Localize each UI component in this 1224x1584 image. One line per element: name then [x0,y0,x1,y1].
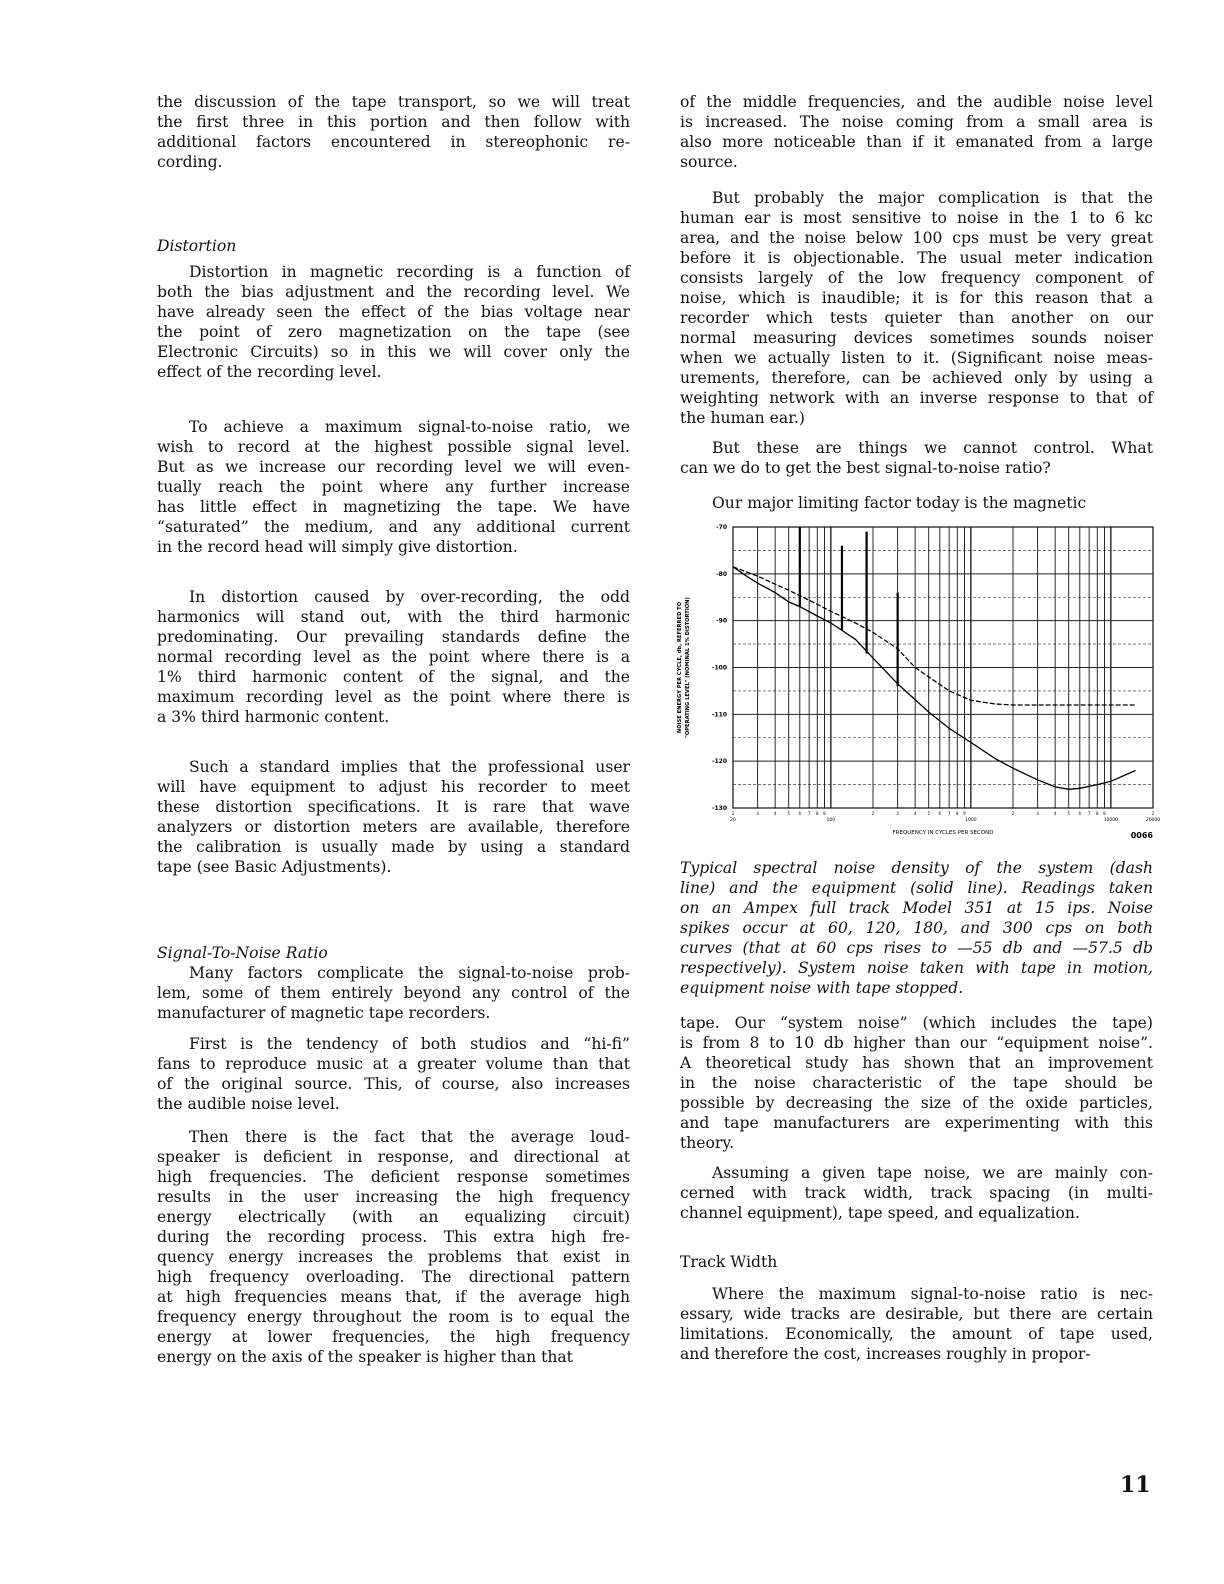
text-line: these distortion specifications. It is rare that wave [157,798,630,816]
text-line: has little effect in magnetizing the tape. We have [157,498,630,516]
minor-tick-label: 4 [1053,811,1057,816]
text-line: is from 8 to 10 db higher than our “equipment noise”. [680,1034,1153,1052]
text-line: quency energy increases the problems that exist in [157,1248,630,1266]
text-line: But probably the major complication is that the [712,189,1153,207]
text-line: In distortion caused by over-recording, the odd [189,588,630,606]
text-line: spikes occur at 60, 120, 180, and 300 cps on both [680,919,1153,937]
text-line: Many factors complicate the signal-to-noise prob- [189,964,630,982]
y-tick-label: -120 [711,758,727,766]
minor-tick-label: 6 [798,811,802,816]
x-tick-label: 20000 [1145,818,1161,823]
text-line: equipment noise with tape stopped. [680,979,964,997]
heading-signal-to-noise: Signal-To-Noise Ratio [157,944,328,962]
minor-tick-label: 4 [913,811,917,816]
text-line: of the original source. This, of course, also increases [157,1075,630,1093]
heading-track-width: Track Width [680,1253,778,1271]
text-line: predominating. Our prevailing standards define the [157,628,630,646]
y-tick-label: -110 [711,711,727,719]
system-noise-line [733,567,1136,705]
text-line: line) and the equipment (solid line). Readings taken [680,879,1153,897]
paragraph [680,1163,1153,1223]
text-line: A theoretical study has shown that an improvement [680,1054,1153,1072]
text-line: the first three in this portion and then follow with [157,113,630,131]
x-axis-label: FREQUENCY IN CYCLES PER SECOND [892,830,994,836]
paragraph [157,757,630,877]
text-line: the human ear.) [680,409,805,427]
text-line: in the record head will simply give distortion. [157,538,518,556]
paragraph [680,188,1153,428]
text-line: and tape manufacturers are experimenting with this [680,1114,1153,1132]
minor-tick-label: 3 [1036,811,1039,816]
y-tick-label: -90 [716,617,727,625]
text-line: fans to reproduce music at a greater volume than that [157,1055,630,1073]
text-line: high frequencies. The deficient response sometimes [157,1168,630,1186]
text-line: normal measuring devices sometimes sounds noiser [680,329,1153,347]
paragraph [157,1034,630,1114]
text-line: maximum recording level as the point where there is [157,688,630,706]
text-line: before it is objectionable. The usual meter indication [680,249,1153,267]
paragraph [680,858,1153,998]
text-line: essary, wide tracks are desirable, but there are certain [680,1305,1153,1323]
text-line: weighting network with an inverse response to that of [680,389,1153,407]
text-line: limitations. Economically, the amount of tape used, [680,1325,1153,1343]
text-line: tually reach the point where any further increase [157,478,630,496]
text-line: results in the user increasing the high frequency [157,1188,630,1206]
minor-tick-label: 7 [807,811,811,816]
text-line: cerned with track width, track spacing (in multi- [680,1184,1153,1202]
paragraph [157,963,630,1023]
text-line: and therefore the cost, increases roughly in propor- [680,1345,1091,1363]
paragraph [680,493,1153,513]
paragraph [157,92,630,172]
paragraph [680,92,1153,172]
text-line: harmonics will stand out, with the third harmonic [157,608,630,626]
minor-tick-label: 7 [947,811,951,816]
y-tick-label: -100 [711,664,727,672]
paragraph [157,1127,630,1367]
text-line: Such a standard implies that the professional user [189,758,630,776]
minor-tick-label: 9 [963,811,966,816]
minor-tick-label: 6 [938,811,942,816]
minor-tick-label: 8 [1096,811,1099,816]
text-line: But these are things we cannot control. What [712,439,1153,457]
text-line: curves (that at 60 cps rises to —55 db and —57.5 db [680,939,1153,957]
minor-tick-label: 9 [1103,811,1106,816]
text-line: consists largely of the low frequency component of [680,269,1153,287]
text-line: both the bias adjustment and the recording level. We [157,283,630,301]
paragraph [157,587,630,727]
text-line: can we do to get the best signal-to-noise ratio? [680,459,1051,477]
minor-tick-label: 6 [1078,811,1082,816]
minor-tick-label: 2 [1151,811,1155,816]
text-line: wish to record at the highest possible signal level. [157,438,630,456]
text-line: analyzers or distortion meters are available, therefore [157,818,630,836]
minor-tick-label: 3 [896,811,899,816]
text-line: energy on the axis of the speaker is higher than that [157,1348,573,1366]
text-line: the point of zero magnetization on the tape (see [157,323,630,341]
text-line: will have equipment to adjust his recorder to meet [157,778,630,796]
text-line: when we actually listen to it. (Significant noise meas- [680,349,1153,367]
text-line: in the noise characteristic of the tape should be [680,1074,1153,1092]
minor-tick-label: 4 [773,811,777,816]
text-line: To achieve a maximum signal-to-noise ratio, we [189,418,630,436]
text-line: the calibration is usually made by using a standard [157,838,630,856]
text-line: tape (see Basic Adjustments). [157,858,392,876]
text-line: cording. [157,153,223,171]
text-line: channel equipment), tape speed, and equalization. [680,1204,1080,1222]
paragraph [680,438,1153,478]
page-number: 11 [1120,1472,1151,1498]
text-line: Our major limiting factor today is the magnetic [712,494,1087,512]
text-line: effect of the recording level. [157,363,382,381]
text-line: area, and the noise below 100 cps must be very great [680,229,1153,247]
text-line: additional factors encountered in stereophonic re- [157,133,630,151]
text-line: manufacturer of magnetic tape recorders. [157,1004,491,1022]
text-line: Distortion in magnetic recording is a function of [189,263,630,281]
minor-tick-label: 5 [787,811,790,816]
text-line: on an Ampex full track Model 351 at 15 ips. Noise [680,899,1153,917]
text-line: is increased. The noise coming from a small area is [680,113,1153,131]
paragraph [680,1013,1153,1153]
minor-tick-label: 9 [823,811,826,816]
x-tick-label: 20 [730,818,736,823]
minor-tick-label: 5 [1067,811,1070,816]
text-line: 1% third harmonic content of the signal, and the [157,668,630,686]
text-line: high frequency overloading. The directional pattern [157,1268,630,1286]
text-line: But as we increase our recording level we will even- [157,458,630,476]
text-line: frequency energy throughout the room is to equal the [157,1308,630,1326]
y-tick-label: -80 [716,570,727,578]
x-tick-label: 100 [826,818,836,823]
paragraph [157,417,630,557]
text-line: of the middle frequencies, and the audible noise level [680,93,1153,111]
noise-density-chart [668,515,1168,850]
text-line: Where the maximum signal-to-noise ratio is nec- [712,1285,1153,1303]
text-line: Electronic Circuits) so in this we will cover only the [157,343,630,361]
text-line: also more noticeable than if it emanated from a large [680,133,1153,151]
text-line: possible by decreasing the size of the oxide particles, [680,1094,1153,1112]
text-line: noise, which is inaudible; it is for this reason that a [680,289,1153,307]
text-line: Then there is the fact that the average loud- [189,1128,630,1146]
figure-id: 0066 [1130,831,1153,840]
text-line: speaker is deficient in response, and directional at [157,1148,630,1166]
text-line: have already seen the effect of the bias voltage near [157,303,630,321]
x-tick-label: 10000 [1103,818,1119,823]
x-tick-label: 1000 [965,818,977,823]
heading-distortion: Distortion [157,237,237,255]
text-line: energy at lower frequencies, the high frequency [157,1328,630,1346]
minor-tick-label: 5 [927,811,930,816]
minor-tick-label: 2 [1011,811,1015,816]
text-line: the discussion of the tape transport, so we will treat [157,93,630,111]
minor-tick-label: 8 [956,811,959,816]
text-line: Typical spectral noise density of the system (dash [680,859,1153,877]
text-line: urements, therefore, can be achieved only by using a [680,369,1153,387]
minor-tick-label: 2 [731,811,735,816]
equipment-noise-line [733,567,1136,790]
text-line: respectively). System noise taken with tape in motion, [680,959,1153,977]
text-line: theory. [680,1134,735,1152]
text-line: recorder which tests quieter than another on our [680,309,1153,327]
text-line: Assuming a given tape noise, we are mainly con- [712,1164,1153,1182]
minor-tick-label: 8 [816,811,819,816]
text-line: normal recording level as the point where there is a [157,648,630,666]
text-line: First is the tendency of both studios and “hi-fi” [189,1035,630,1053]
y-tick-label: -130 [711,805,727,812]
text-line: a 3% third harmonic content. [157,708,390,726]
paragraph [157,262,630,382]
minor-tick-label: 2 [871,811,875,816]
text-line: tape. Our “system noise” (which includes the tape) [680,1014,1153,1032]
y-axis-label: NOISE ENERGY PER CYCLE, db, REFERRED TO [677,601,683,734]
text-line: “saturated” the medium, and any additional current [157,518,630,536]
text-line: during the recording process. This extra high fre- [157,1228,630,1246]
y-tick-label: -70 [716,524,727,531]
minor-tick-label: 7 [1087,811,1091,816]
text-line: at high frequencies means that, if the average high [157,1288,630,1306]
text-line: energy electrically (with an equalizing circuit) [157,1208,630,1226]
y-axis-label: "OPERATING LEVEL" (NOMINAL 1% DISTORTION) [685,597,691,738]
text-line: lem, some of them entirely beyond any control of the [157,984,630,1002]
text-line: the audible noise level. [157,1095,340,1113]
minor-tick-label: 3 [756,811,759,816]
text-line: source. [680,153,738,171]
text-line: human ear is most sensitive to noise in the 1 to 6 kc [680,209,1153,227]
paragraph [680,1284,1153,1364]
